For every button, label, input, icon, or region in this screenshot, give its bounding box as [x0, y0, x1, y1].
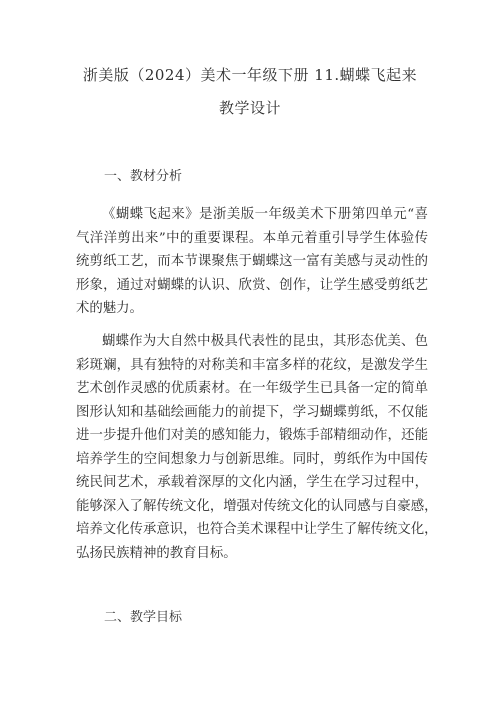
paragraph-line: 气洋洋剪出来”中的重要课程。本单元着重引导学生体验传: [76, 230, 428, 246]
paragraph-line: 培养文化传承意识，也符合美术课程中让学生了解传统文化，: [76, 522, 438, 537]
paragraph-butterfly-significance: [76, 330, 438, 565]
paragraph-line: 能够深入了解传统文化，增强对传统文化的认同感与自豪感，: [76, 498, 438, 514]
paragraph-line: 艺术创作灵感的优质素材。在一年级学生已具备一定的简单: [76, 381, 428, 396]
paragraph-line: 进一步提升他们对美的感知能力，锻炼手部精细动作，还能: [76, 428, 428, 443]
paragraph-line: 弘扬民族精神的教育目标。: [76, 545, 237, 561]
document-title: 浙美版（2024）美术一年级下册 11.蝴蝶飞起来: [82, 66, 418, 84]
paragraph-line: 图形认知和基础绘画能力的前提下，学习蝴蝶剪纸，不仅能: [76, 404, 428, 420]
paragraph-line: 《蝴蝶飞起来》是浙美版一年级美术下册第四单元“喜: [102, 207, 428, 222]
paragraph-line: 统剪纸工艺，而本节课聚焦于蝴蝶这一富有美感与灵动性的: [76, 254, 428, 269]
paragraph-line: 形象，通过对蝴蝶的认识、欣赏、创作，让学生感受剪纸艺: [76, 277, 428, 293]
paragraph-line: 统民间艺术，承载着深厚的文化内涵，学生在学习过程中，: [76, 475, 428, 490]
paragraph-line: 蝴蝶作为大自然中极具代表性的昆虫，其形态优美、色: [102, 334, 428, 349]
paragraph-line: 彩斑斓，具有独特的对称美和丰富多样的花纹，是激发学生: [76, 357, 428, 373]
paragraph-course-overview: [76, 203, 428, 321]
paragraph-line: 术的魅力。: [76, 301, 143, 316]
document-subtitle: 教学设计: [218, 99, 281, 117]
section-heading-teaching-objectives: 二、教学目标: [104, 610, 183, 625]
paragraph-line: 培养学生的空间想象力与创新思维。同时，剪纸作为中国传: [76, 451, 428, 467]
section-heading-materials-analysis: 一、教材分析: [104, 169, 183, 184]
